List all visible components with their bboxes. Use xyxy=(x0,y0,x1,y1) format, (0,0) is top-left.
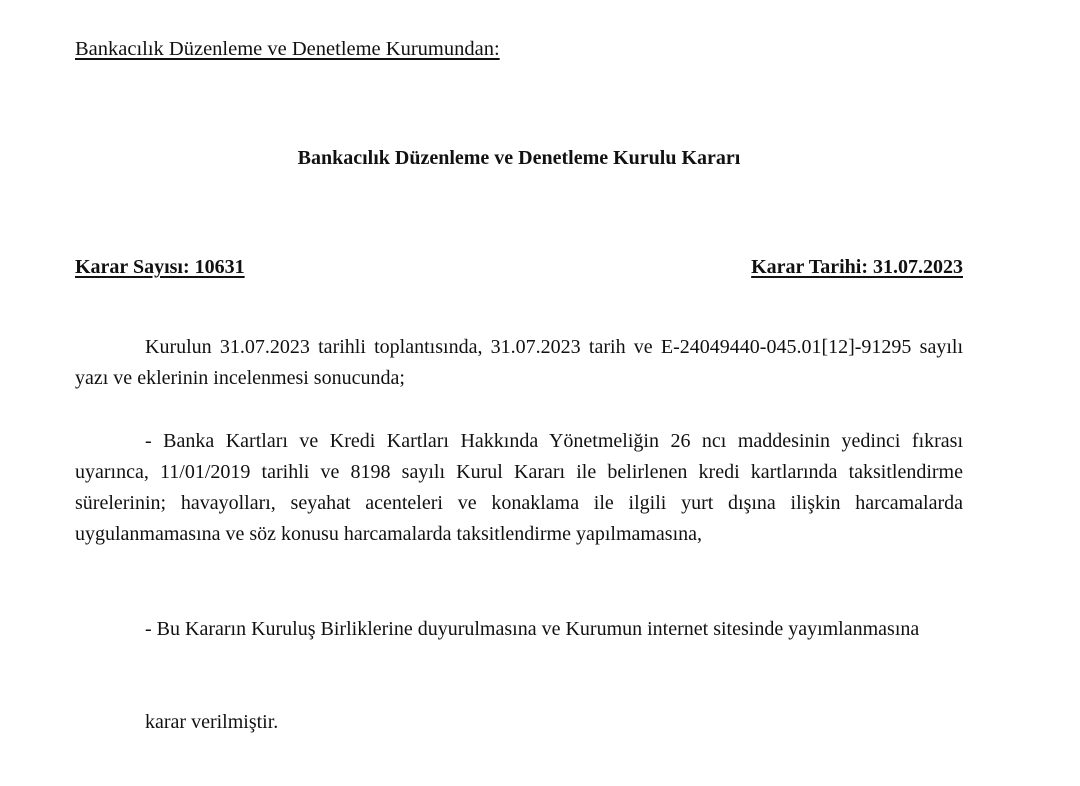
decision-date: Karar Tarihi: 31.07.2023 xyxy=(751,256,963,278)
paragraph-conclusion: karar verilmiştir. xyxy=(145,711,279,733)
paragraph-intro: Kurulun 31.07.2023 tarihli toplantısında, 31.07.2023 tarih ve E-24049440-045.01[12]-91295 sayılı yazı ve eklerinin incelenmesi sonucunda; xyxy=(75,336,963,389)
paragraph-installment-rule: - Banka Kartları ve Kredi Kartları Hakkında Yönetmeliğin 26 ncı maddesinin yedinci fıkrası uyarınca, 11/01/2019 tarihli ve 8198 sayılı Kurul Kararı ile belirlenen kredi kartlarında taksitlendirme sürelerinin; havayolları, seyahat acenteleri ve konaklama ile ilgili yurt dışına ilişkin harcamalarda uygulanmamasına ve söz konusu harcamalarda taksitlendirme yapılmamasına, xyxy=(75,430,963,545)
institution-heading: Bankacılık Düzenleme ve Denetleme Kurumundan: xyxy=(75,38,500,60)
decision-meta xyxy=(75,256,963,279)
paragraph-announcement: - Bu Kararın Kuruluş Birliklerine duyurulmasına ve Kurumun internet sitesinde yayımlanmasına xyxy=(145,618,920,640)
decision-title: Bankacılık Düzenleme ve Denetleme Kurulu Kararı xyxy=(297,147,741,169)
decision-number: Karar Sayısı: 10631 xyxy=(75,256,245,278)
